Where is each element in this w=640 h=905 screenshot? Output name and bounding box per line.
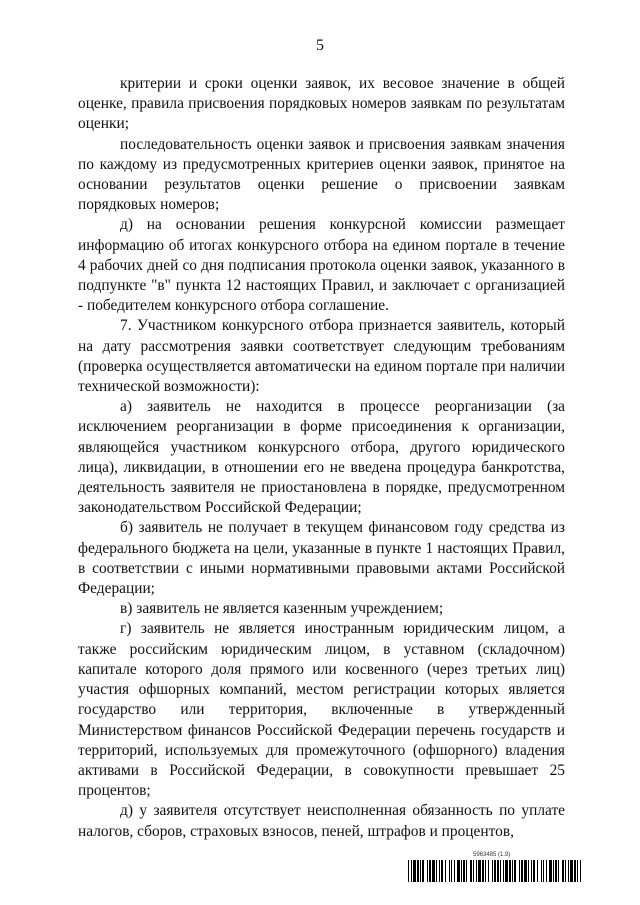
barcode-bar xyxy=(449,860,450,882)
barcode-bar xyxy=(519,860,520,882)
barcode-bar xyxy=(521,860,523,882)
barcode-bar xyxy=(555,860,557,882)
paragraph-evaluation-sequence: последовательность оценки заявок и присвоения заявкам значения по каждому из предусмотренных критериев оценки заявок, принятое на основании результатов оценки решение о присвоении заявкам порядковых номеров; xyxy=(78,135,565,214)
barcode-bar xyxy=(580,860,581,882)
barcode-bar xyxy=(509,860,511,882)
barcode-bar xyxy=(461,860,462,882)
barcode-bar xyxy=(543,860,544,882)
page-number: 5 xyxy=(316,37,324,54)
barcode-bar xyxy=(494,860,496,882)
barcode-bar xyxy=(411,860,412,882)
barcode-bar xyxy=(478,860,481,882)
paragraph-requirement-a: а) заявитель не находится в процессе реорганизации (за исключением реорганизации в форме присоединения к организации, являющейся участником конкурсного отбора, другого юридического лица), ликвидации, в отношении его не введена процедура банкротства, деятельность заявителя не приостановлена в порядке, предусмотренном законодательством Российской Федерации; xyxy=(78,398,565,517)
barcode-bar xyxy=(422,860,424,882)
barcode-bar xyxy=(565,860,566,882)
barcode-bar xyxy=(553,860,554,882)
barcode-bar xyxy=(427,860,428,882)
barcode-bar xyxy=(512,860,513,882)
barcode-bar xyxy=(482,860,484,882)
barcode-bar xyxy=(537,860,538,882)
barcode-bar xyxy=(505,860,508,882)
barcode-bar xyxy=(500,860,501,882)
paragraph-requirement-b: б) заявитель не получает в текущем финансовом году средства из федерального бюджета на цели, указанные в пункте 1 настоящих Правил, в соответствии с иными нормативными правовыми актами Российской Федерации; xyxy=(78,519,565,598)
barcode-bar xyxy=(497,860,499,882)
barcode-bar xyxy=(466,860,467,882)
barcode-bar xyxy=(541,860,542,882)
barcode-bar xyxy=(492,860,493,882)
paragraph-requirement-d: д) у заявителя отсутствует неисполненная обязанность по уплате налогов, сборов, страховых взносов, пеней, штрафов и процентов, xyxy=(78,802,565,840)
barcode-bar xyxy=(503,860,504,882)
barcode-block xyxy=(408,852,584,882)
barcode-bar xyxy=(413,860,416,882)
barcode-bar xyxy=(429,860,431,882)
barcode-icon xyxy=(408,860,584,882)
barcode-bar xyxy=(568,860,569,882)
paragraph-evaluation-criteria: критерии и сроки оценки заявок, их весовое значение в общей оценке, правила присвоения порядковых номеров заявкам по результатам оценки; xyxy=(78,75,565,133)
barcode-bar xyxy=(514,860,516,882)
barcode-bar xyxy=(470,860,472,882)
paragraph-requirement-g: г) заявитель не является иностранным юридическим лицом, а также российским юридическим лицом, в уставном (складочном) капитале которого доля прямого или косвенного (через третьих лиц) участия офшорных компаний, местом регистрации которых является государство или территория, включенные в утвержденный Министерством финансов Российской Федерации перечень государств и территорий, используемых для промежуточного (офшорного) владения активами в Российской Федерации, в совокупности превышает 25 процентов; xyxy=(78,620,565,800)
barcode-bar xyxy=(463,860,465,882)
barcode-bar xyxy=(562,860,564,882)
barcode-bar xyxy=(533,860,535,882)
barcode-bar xyxy=(577,860,578,882)
barcode-bar xyxy=(574,860,576,882)
barcode-bar xyxy=(436,860,437,882)
barcode-bar xyxy=(488,860,489,882)
barcode-bar xyxy=(570,860,573,882)
barcode-bar xyxy=(441,860,443,882)
barcode-bar xyxy=(549,860,552,882)
barcode-bar xyxy=(528,860,529,882)
barcode-bar xyxy=(408,860,409,882)
paragraph-requirement-v: в) заявитель не является казенным учреждением; xyxy=(120,600,444,618)
barcode-bar xyxy=(546,860,547,882)
paragraph-participant-requirements: 7. Участником конкурсного отбора признается заявитель, который на дату рассмотрения заявки соответствует следующим требованиям (проверка осуществляется автоматически на едином портале при наличии технической возможности): xyxy=(78,317,565,396)
barcode-bar xyxy=(531,860,532,882)
barcode-id-text: 5963485 (1.9) xyxy=(473,852,511,858)
barcode-bar xyxy=(524,860,527,882)
barcode-bar xyxy=(417,860,419,882)
barcode-bar xyxy=(445,860,446,882)
barcode-bar xyxy=(420,860,421,882)
document-body xyxy=(78,74,565,842)
barcode-bar xyxy=(473,860,474,882)
barcode-bar xyxy=(432,860,435,882)
barcode-bar xyxy=(476,860,477,882)
barcode-bar xyxy=(558,860,559,882)
barcode-bar xyxy=(439,860,440,882)
barcode-bar xyxy=(485,860,486,882)
barcode-bar xyxy=(457,860,460,882)
barcode-bar xyxy=(451,860,452,882)
paragraph-results-publication: д) на основании решения конкурсной комиссии размещает информацию об итогах конкурсного отбора на едином портале в течение 4 рабочих дней со дня подписания протокола оценки заявок, указанного в подпункте "в" пункта 12 настоящих Правил, и заключает с организацией - победителем конкурсного отбора соглашение. xyxy=(78,216,565,315)
barcode-bar xyxy=(454,860,455,882)
